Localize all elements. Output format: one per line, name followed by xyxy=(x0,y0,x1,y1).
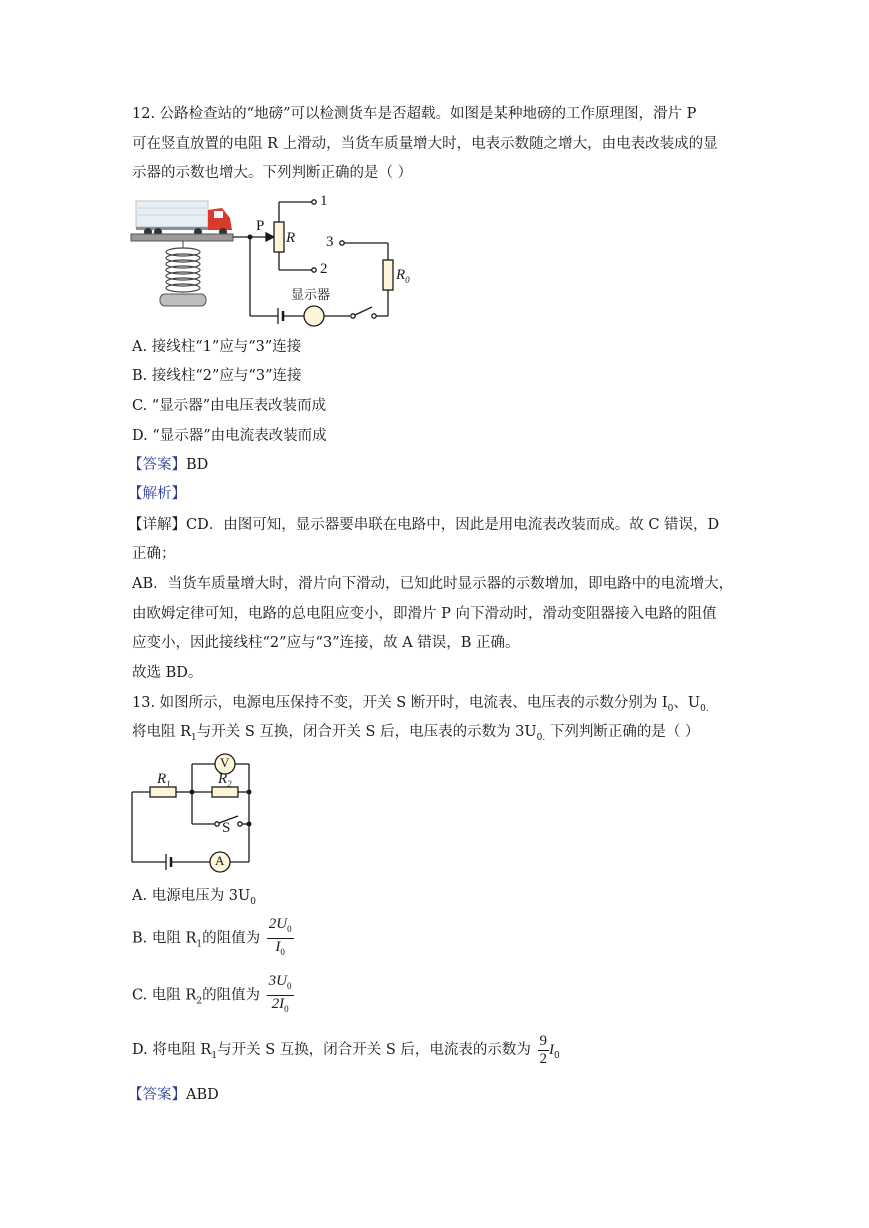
label-terminal-1: 1 xyxy=(320,193,328,209)
q12-detail-line2: 正确； xyxy=(132,546,176,562)
fraction-b: $\frac{2U_0}{I_0}$ xyxy=(268,916,292,957)
label-r0: $R_0$ xyxy=(396,267,410,285)
q12-stem-line3: 示器的示数也增大。下列判断正确的是（ ） xyxy=(132,165,413,181)
fraction-c: $\frac{3U_0}{2I_0}$ xyxy=(268,973,292,1014)
switch-label: S xyxy=(222,820,231,836)
fraction-d: $\frac{9}{2}$ xyxy=(539,1032,548,1067)
label-terminal-2: 2 xyxy=(320,261,328,277)
q12-analysis-heading: 【解析】 xyxy=(128,486,186,502)
label-r2: $R_2$ xyxy=(218,771,232,789)
q12-stem-line1: 12. 公路检查站的“地磅”可以检测货车是否超载。如图是某种地磅的工作原理图，滑片 P xyxy=(132,106,697,122)
label-terminal-3: 3 xyxy=(326,234,334,250)
label-display: 显示器 xyxy=(291,288,331,303)
q12-option-c: C. “显示器”由电压表改装而成 xyxy=(132,398,327,414)
q12-answer: 【答案】BD xyxy=(128,457,209,473)
q13-stem-line2: 将电阻 $R_1$与开关 S 互换，闭合开关 S 后，电压表的示数为 $3U_{0.}$ 下列判断正确的是（ ） xyxy=(132,724,700,743)
q13-answer: 【答案】ABD xyxy=(128,1087,219,1103)
q12-option-a: A. 接线柱“1”应与“3”连接 xyxy=(132,339,302,355)
label-p: P xyxy=(256,218,265,234)
q13-option-d: D. 将电阻 $R_1$与开关 S 互换，闭合开关 S 后，电流表的示数为 $\frac{9}{2}$ $I_0$ xyxy=(132,1032,560,1067)
q12-detail-line3: AB．当货车质量增大时，滑片向下滑动，已知此时显示器的示数增加，即电路中的电流增大， xyxy=(132,576,734,592)
q13-circuit-figure xyxy=(128,752,258,872)
truck-icon xyxy=(136,201,232,236)
q12-detail-line4: 由欧姆定律可知，电路的总电阻应变小，即滑片 P 向下滑动时，滑动变阻器接入电路的阻值 xyxy=(132,606,717,622)
spring-icon xyxy=(166,248,200,292)
label-r: R xyxy=(286,230,296,246)
q13-stem-line1: 13. 如图所示，电源电压保持不变，开关 S 断开时，电流表、电压表的示数分别为 $I_0$、$U_{0.}$ xyxy=(132,695,709,714)
label-r1: $R_1$ xyxy=(157,771,171,789)
q12-detail-line5: 应变小，因此接线柱“2”应与“3”连接，故 A 错误，B 正确。 xyxy=(132,635,520,651)
q12-detail-line1: 【详解】CD．由图可知，显示器要串联在电路中，因此是用电流表改装而成。故 C 错误，D xyxy=(128,517,720,533)
voltmeter-label: V xyxy=(220,755,230,770)
q12-option-d: D. “显示器”由电流表改装而成 xyxy=(132,428,327,444)
q12-circuit-figure xyxy=(128,196,418,326)
q12-option-b: B. 接线柱“2”应与“3”连接 xyxy=(132,368,302,384)
q13-option-b: B. 电阻 $R_1$的阻值为 $\frac{2U_0}{I_0}$ xyxy=(132,916,294,964)
q12-conclusion: 故选 BD。 xyxy=(132,665,203,681)
q12-stem-line2: 可在竖直放置的电阻 R 上滑动，当货车质量增大时，电表示数随之增大，由电表改装成的显 xyxy=(132,136,718,152)
ammeter-label: A xyxy=(215,853,225,868)
q13-option-a: A. 电源电压为 $3U_0$ xyxy=(132,888,256,907)
q13-option-c: C. 电阻 $R_2$的阻值为 $\frac{3U_0}{2I_0}$ xyxy=(132,973,294,1021)
